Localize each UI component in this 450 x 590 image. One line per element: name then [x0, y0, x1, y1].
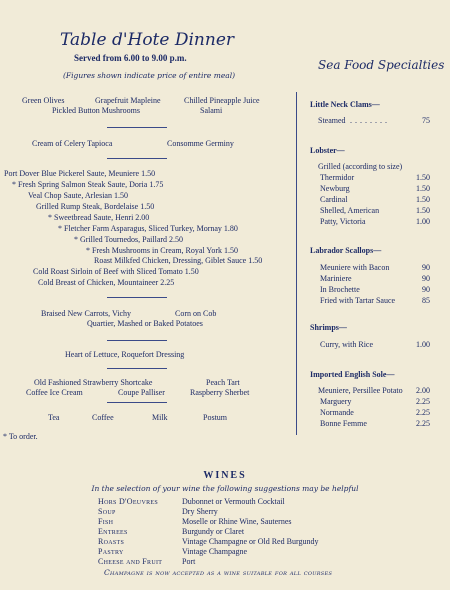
seafood-price: 1.00	[416, 217, 430, 226]
seafood-price: 90	[422, 274, 430, 283]
entree-item: Roast Milkfed Chicken, Dressing, Giblet Sauce 1.50	[94, 256, 263, 265]
wine-course: Pastry	[98, 547, 124, 556]
seafood-price: 90	[422, 285, 430, 294]
wine-course: Entrees	[98, 527, 128, 536]
wine-course: Roasts	[98, 537, 125, 546]
seafood-heading: Little Neck Clams—	[310, 100, 380, 109]
service-hours: Served from 6.00 to 9.00 p.m.	[74, 53, 187, 63]
divider	[107, 402, 167, 403]
seafood-heading: Labrador Scallops—	[310, 246, 382, 255]
entree-item: Veal Chop Saute, Arlesian 1.50	[28, 191, 128, 200]
seafood-price: 2.25	[416, 419, 430, 428]
seafood-title: Sea Food Specialties	[318, 58, 445, 72]
soup-item: Consomme Germiny	[167, 139, 234, 148]
divider	[107, 297, 167, 298]
entree-item: * Grilled Tournedos, Paillard 2.50	[74, 235, 184, 244]
seafood-item: Fried with Tartar Sauce	[320, 296, 396, 305]
column-divider	[296, 92, 297, 435]
seafood-item: Steamed	[318, 116, 346, 125]
beverage-item: Postum	[203, 413, 228, 422]
entree-item: * Fresh Mushrooms in Cream, Royal York 1.50	[86, 246, 239, 255]
seafood-item: Shelled, American	[320, 206, 380, 215]
dessert-item: Peach Tart	[206, 378, 240, 387]
wine-course: Cheese and Fruit	[98, 557, 163, 566]
wine-suggestion: Port	[182, 557, 196, 566]
entree-item: Port Dover Blue Pickerel Saute, Meuniere 1.50	[4, 169, 156, 178]
seafood-item: Bonne Femme	[320, 419, 367, 428]
entree-item: * Fresh Spring Salmon Steak Saute, Doria 1.75	[12, 180, 164, 189]
wine-row	[0, 517, 450, 526]
divider	[107, 127, 167, 128]
seafood-price: 2.00	[416, 386, 430, 395]
entree-item: Grilled Rump Steak, Bordelaise 1.50	[36, 202, 155, 211]
seafood-heading: Lobster—	[310, 146, 345, 155]
appetizer-item: Green Olives	[22, 96, 65, 105]
seafood-price: 1.50	[416, 206, 430, 215]
wine-suggestion: Moselle or Rhine Wine, Sauternes	[182, 517, 292, 526]
wine-suggestion: Burgundy or Claret	[182, 527, 245, 536]
seafood-subhead: Grilled (according to size)	[318, 162, 403, 171]
price-note: (Figures shown indicate price of entire meal)	[63, 71, 236, 80]
table-dhote-title: Table d'Hote Dinner	[60, 30, 235, 50]
seafood-item: Meuniere, Persillee Potato	[318, 386, 403, 395]
seafood-item: In Brochette	[320, 285, 360, 294]
wine-row	[0, 507, 450, 516]
entree-item: Cold Breast of Chicken, Mountaineer 2.25	[38, 278, 175, 287]
soup-item: Cream of Celery Tapioca	[32, 139, 113, 148]
seafood-item: Meuniere with Bacon	[320, 263, 390, 272]
seafood-price: 1.50	[416, 195, 430, 204]
wine-course: Hors D'Oeuvres	[98, 497, 158, 506]
wine-course: Soup	[98, 507, 116, 516]
seafood-price: 2.25	[416, 397, 430, 406]
seafood-price: 2.25	[416, 408, 430, 417]
seafood-price: 1.50	[416, 184, 430, 193]
wines-intro: In the selection of your wine the following suggestions may be helpful	[91, 484, 359, 493]
dessert-item: Coffee Ice Cream	[26, 388, 83, 397]
seafood-item: Patty, Victoria	[320, 217, 366, 226]
seafood-item: Cardinal	[320, 195, 348, 204]
vegetable-item: Quartier, Mashed or Baked Potatoes	[87, 319, 203, 328]
dessert-item: Coupe Palliser	[118, 388, 165, 397]
dessert-item: Raspberry Sherbet	[190, 388, 250, 397]
appetizer-item: Pickled Button Mushrooms	[52, 106, 141, 115]
seafood-price: 90	[422, 263, 430, 272]
wines-footer: Champagne is now accepted as a wine suitable for all courses	[104, 568, 333, 577]
appetizer-item: Salami	[200, 106, 223, 115]
wines-title: WINES	[203, 470, 247, 481]
seafood-price: 1.00	[416, 340, 430, 349]
wine-course: Fish	[98, 517, 114, 526]
wine-row	[0, 497, 450, 506]
wine-suggestion: Vintage Champagne or Old Red Burgundy	[182, 537, 319, 546]
appetizer-item: Grapefruit Mapleine	[95, 96, 161, 105]
entree-item: * Fletcher Farm Asparagus, Sliced Turkey, Mornay 1.80	[58, 224, 238, 233]
salad-item: Heart of Lettuce, Roquefort Dressing	[65, 350, 185, 359]
leader-dots: ........	[350, 116, 390, 125]
wine-row	[0, 557, 450, 566]
seafood-item: Marguery	[320, 397, 352, 406]
entree-item: * Sweetbread Saute, Henri 2.00	[48, 213, 150, 222]
wine-row	[0, 527, 450, 536]
seafood-item: Newburg	[320, 184, 350, 193]
seafood-price: 75	[422, 116, 430, 125]
divider	[107, 340, 167, 341]
seafood-price: 1.50	[416, 173, 430, 182]
wine-row	[0, 537, 450, 546]
seafood-item: Mariniere	[320, 274, 352, 283]
seafood-item: Curry, with Rice	[320, 340, 374, 349]
wine-row	[0, 547, 450, 556]
entree-item: Cold Roast Sirloin of Beef with Sliced Tomato 1.50	[33, 267, 199, 276]
wine-suggestion: Dry Sherry	[182, 507, 218, 516]
footnote: * To order.	[3, 432, 38, 441]
divider	[107, 368, 167, 369]
seafood-heading: Imported English Sole—	[310, 370, 395, 379]
seafood-item: Thermidor	[320, 173, 355, 182]
seafood-heading: Shrimps—	[310, 323, 347, 332]
beverage-item: Coffee	[92, 413, 114, 422]
dessert-item: Old Fashioned Strawberry Shortcake	[34, 378, 153, 387]
vegetable-item: Braised New Carrots, Vichy	[41, 309, 132, 318]
wine-suggestion: Dubonnet or Vermouth Cocktail	[182, 497, 285, 506]
seafood-price: 85	[422, 296, 430, 305]
beverage-item: Tea	[48, 413, 60, 422]
divider	[107, 158, 167, 159]
seafood-item: Normande	[320, 408, 354, 417]
vegetable-item: Corn on Cob	[175, 309, 217, 318]
wine-suggestion: Vintage Champagne	[182, 547, 248, 556]
beverage-item: Milk	[152, 413, 168, 422]
appetizer-item: Chilled Pineapple Juice	[184, 96, 260, 105]
